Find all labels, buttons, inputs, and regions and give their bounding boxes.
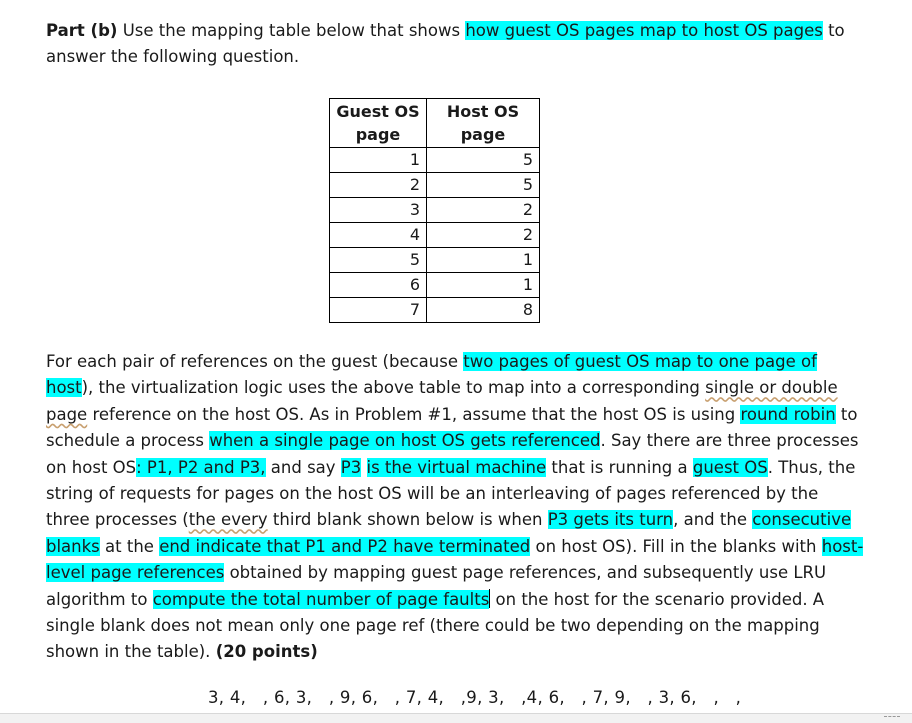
table-header-row (330, 99, 540, 148)
table-row (330, 198, 540, 223)
points-label: (20 points) (215, 642, 318, 662)
guest-page-cell: 5 (330, 248, 427, 273)
highlight: host-level page references (46, 536, 864, 583)
highlight: consecutive blanks (46, 510, 852, 556)
highlight: P3 gets its turn (547, 510, 674, 530)
highlight: : P1, P2 and P3, (136, 457, 266, 477)
highlight: compute the total number of page faults (152, 589, 490, 609)
intro-paragraph: Part (b) Use the mapping table below that shows how guest OS pages map to host OS pages to answer the following question. (46, 21, 845, 66)
highlight: P3 (340, 457, 362, 477)
highlight: when a single page on host OS gets referenced (209, 431, 601, 451)
table-row (330, 173, 540, 198)
highlight: two pages of guest OS map to one page of host (46, 352, 817, 398)
guest-page-cell: 4 (330, 223, 427, 248)
host-page-cell: 2 (427, 223, 540, 248)
highlight-mapping: how guest OS pages map to host OS pages (465, 21, 823, 40)
table-row (330, 273, 540, 298)
highlight: round robin (740, 404, 836, 424)
table-row (330, 248, 540, 273)
guest-page-cell: 7 (330, 298, 427, 323)
host-page-cell: 2 (427, 198, 540, 223)
host-page-cell: 1 (427, 273, 540, 298)
guest-page-cell: 2 (330, 173, 427, 198)
header-host-os-page: Host OS page (427, 99, 540, 148)
table-row (330, 298, 540, 323)
host-page-cell: 8 (427, 298, 540, 323)
host-page-cell: 1 (427, 248, 540, 273)
part-label: Part (b) (46, 21, 118, 40)
host-page-cell: 5 (427, 148, 540, 173)
guest-page-cell: 3 (330, 198, 427, 223)
instructions-paragraph: For each pair of references on the guest (because two pages of guest OS map to one page of host), the virtualization logic uses the above table to map into a corresponding single or double page reference on the host OS. As in Problem #1, assume that the host OS is using round robin to schedule a process when a single page on host OS gets referenced. Say there are three processes on host OS: P1, P2 and P3, and say P3 is the virtual machine that is running a guest OS. Thus, the string of requests for pages on the host OS will be an interleaving of pages referenced by the three processes (the every third blank shown below is when P3 gets its turn, and the consecutive blanks at the end indicate that P1 and P2 have terminated on host OS). Fill in the blanks with host-level page references obtained by mapping guest page references, and subsequently use LRU algorithm to compute the total number of page faults on the host for the scenario provided. A single blank does not mean only one page ref (there could be two depending on the mapping shown in the table). (20 points) (46, 352, 864, 662)
highlight: is the virtual machine (366, 457, 547, 477)
guest-page-cell: 6 (330, 273, 427, 298)
grammar-flag: single or double page (46, 378, 838, 424)
table-row (330, 223, 540, 248)
guest-page-cell: 1 (330, 148, 427, 173)
reference-sequence: 3, 4, , 6, 3, , 9, 6, , 7, 4, ,9, 3, ,4, 6, , 7, 9, , 3, 6, , , (208, 688, 742, 707)
corner-resize-icon (884, 716, 900, 722)
host-page-cell: 5 (427, 173, 540, 198)
highlight: end indicate that P1 and P2 have terminated (159, 536, 531, 556)
table-row (330, 148, 540, 173)
mapping-table (329, 98, 540, 323)
grammar-flag: the every (188, 510, 268, 530)
header-guest-os-page: Guest OS page (330, 99, 427, 148)
highlight: guest OS (692, 457, 768, 477)
